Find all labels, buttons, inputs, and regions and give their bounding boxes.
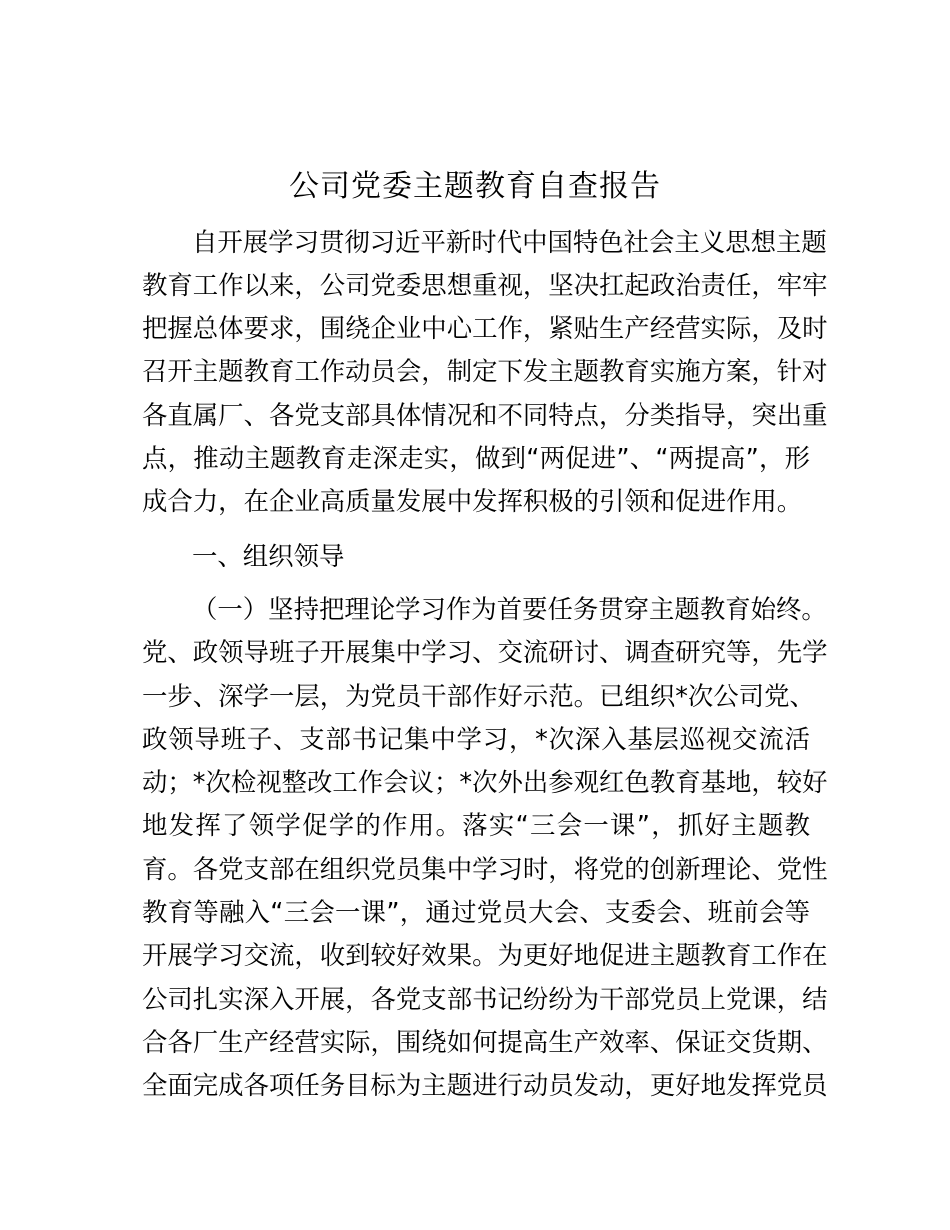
text-line: 地发挥了领学促学的作用。落实“三会一课”，抓好主题教 (142, 810, 810, 840)
text-line: 全面完成各项任务目标为主题进行动员发动，更好地发挥党员 (142, 1070, 828, 1100)
text-line: 一步、深学一层，为党员干部作好示范。已组织*次公司党、 (142, 681, 815, 711)
text-line: 把握总体要求，围绕企业中心工作，紧贴生产经营实际，及时 (142, 313, 828, 343)
text-line: 合各厂生产经营实际，围绕如何提高生产效率、保证交货期、 (142, 1027, 828, 1057)
subsection-heading: （一）坚持把理论学习作为首要任务贯穿主题教育始终。 (192, 594, 827, 624)
section-heading: 一、组织领导 (192, 541, 345, 571)
text-line: 成合力，在企业高质量发展中发挥积极的引领和促进作用。 (142, 486, 803, 516)
text-line: 教育等融入“三会一课”，通过党员大会、支委会、班前会等 (142, 897, 810, 927)
text-line: 开展学习交流，收到较好效果。为更好地促进主题教育工作在 (142, 940, 828, 970)
text-line: 动；*次检视整改工作会议；*次外出参观红色教育基地，较好 (142, 767, 828, 797)
text-line: 政领导班子、支部书记集中学习，*次深入基层巡视交流活 (142, 724, 810, 754)
text-line: 各直属厂、各党支部具体情况和不同特点，分类指导，突出重 (142, 400, 828, 430)
text-line: 召开主题教育工作动员会，制定下发主题教育实施方案，针对 (142, 356, 828, 386)
text-line: 党、政领导班子开展集中学习、交流研讨、调查研究等，先学 (142, 637, 828, 667)
text-line: 教育工作以来，公司党委思想重视，坚决扛起政治责任，牢牢 (142, 270, 828, 300)
text-line: 育。各党支部在组织党员集中学习时，将党的创新理论、党性 (142, 854, 828, 884)
text-line: 自开展学习贯彻习近平新时代中国特色社会主义思想主题 (192, 227, 827, 257)
document-title: 公司党委主题教育自查报告 (289, 169, 661, 204)
text-line: 点，推动主题教育走深走实，做到“两促进”、“两提高”，形 (142, 443, 810, 473)
text-line: 公司扎实深入开展，各党支部书记纷纷为干部党员上党课，结 (142, 984, 828, 1014)
